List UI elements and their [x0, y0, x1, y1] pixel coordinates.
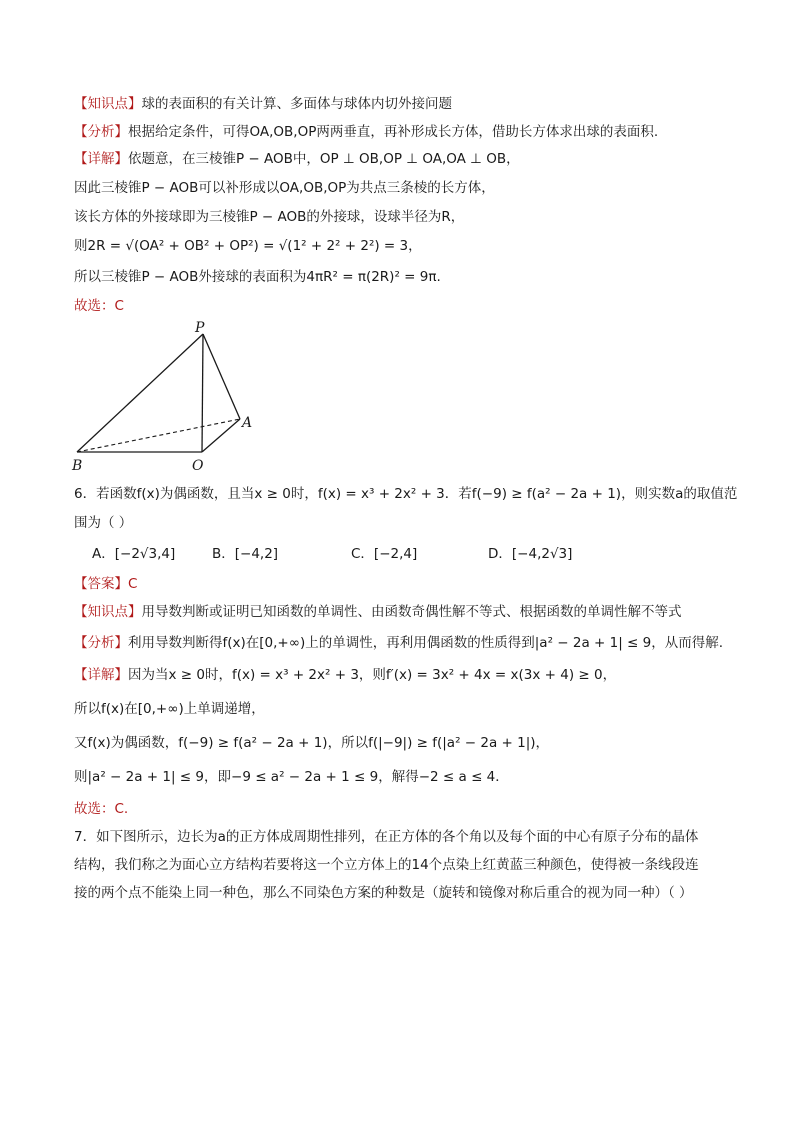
q6-option-d: D．[−4,2√3]: [488, 546, 573, 562]
q6-detail-line-2: 所以f(x)在[0,+∞)上单调递增，: [74, 701, 265, 717]
tetrahedron-svg: [70, 318, 270, 478]
edge-pa: [203, 334, 240, 419]
vertex-label-b: B: [72, 458, 83, 474]
analysis-tag: 【分析】: [74, 124, 128, 140]
q7-stem-line-2: 结构，我们称之为面心立方结构若要将这一个立方体上的14个点染上红黄蓝三种颜色，使得被一条线段连: [74, 857, 699, 873]
sol5-detail-line-5: 所以三棱锥P − AOB外接球的表面积为4πR² = π(2R)² = 9π.: [74, 269, 441, 285]
vertex-label-a: A: [242, 415, 253, 431]
sol5-analysis-line: [74, 122, 658, 142]
q6-option-c: C．[−2,4]: [351, 546, 418, 562]
edge-ba-hidden: [77, 419, 240, 452]
knowledge-text: 用导数判断或证明已知函数的单调性、由函数奇偶性解不等式、根据函数的单调性解不等式: [141, 604, 682, 620]
sol5-detail-line-3: 该长方体的外接球即为三棱锥P − AOB的外接球，设球半径为R，: [74, 209, 465, 225]
knowledge-tag: 【知识点】: [74, 96, 142, 112]
vertex-label-p: P: [195, 320, 205, 336]
q6-detail-line-1: [74, 665, 616, 685]
analysis-text: 利用导数判断得f(x)在[0,+∞)上的单调性，再利用偶函数的性质得到|a² − 2a + 1| ≤ 9，从而得解.: [128, 635, 724, 651]
q7-stem-line-1: 7．如下图所示，边长为a的正方体成周期性排列，在正方体的各个角以及每个面的中心有原子分布的晶体: [74, 829, 699, 845]
detail-text: 依题意，在三棱锥P − AOB中，OP ⊥ OB,OP ⊥ OA,OA ⊥ OB，: [128, 151, 520, 167]
answer-value: C: [128, 576, 138, 592]
q6-option-a: A．[−2√3,4]: [92, 546, 176, 562]
vertex-label-o: O: [192, 458, 204, 474]
q6-answer-line: [74, 574, 137, 594]
analysis-text: 根据给定条件，可得OA,OB,OP两两垂直，再补形成长方体，借助长方体求出球的表面积.: [128, 124, 659, 140]
q7-stem-line-3: 接的两个点不能染上同一种色，那么不同染色方案的种数是（旋转和镜像对称后重合的视为同一种）（ ）: [74, 885, 693, 901]
knowledge-tag: 【知识点】: [74, 604, 142, 620]
analysis-tag: 【分析】: [74, 635, 128, 651]
q6-choice: 故选：C.: [74, 801, 129, 817]
edge-oa: [202, 419, 240, 452]
detail-tag: 【详解】: [74, 667, 128, 683]
sol5-detail-line-1: [74, 149, 520, 169]
q6-option-b: B．[−4,2]: [212, 546, 279, 562]
q6-analysis-line: [74, 633, 723, 653]
tetrahedron-figure: [70, 318, 270, 478]
q6-detail-line-3: 又f(x)为偶函数，f(−9) ≥ f(a² − 2a + 1)，所以f(|−9|) ≥ f(|a² − 2a + 1|)，: [74, 735, 550, 751]
sol5-detail-line-4: 则2R = √(OA² + OB² + OP²) = √(1² + 2² + 2²) = 3，: [74, 238, 422, 254]
q6-knowledge-line: [74, 602, 682, 622]
q6-stem-line-1: 6．若函数f(x)为偶函数，且当x ≥ 0时，f(x) = x³ + 2x² + 3．若f(−9) ≥ f(a² − 2a + 1)，则实数a的取值范: [74, 486, 738, 502]
knowledge-text: 球的表面积的有关计算、多面体与球体内切外接问题: [141, 96, 452, 112]
sol5-detail-line-2: 因此三棱锥P − AOB可以补形成以OA,OB,OP为共点三条棱的长方体，: [74, 180, 495, 196]
sol5-choice: 故选：C: [74, 298, 124, 314]
answer-tag: 【答案】: [74, 576, 128, 592]
edge-po: [202, 334, 203, 452]
sol5-knowledge-line: [74, 94, 452, 114]
detail-text: 因为当x ≥ 0时，f(x) = x³ + 2x² + 3，则f′(x) = 3x² + 4x = x(3x + 4) ≥ 0，: [128, 667, 617, 683]
edge-bp: [77, 334, 203, 452]
detail-tag: 【详解】: [74, 151, 128, 167]
q6-detail-line-4: 则|a² − 2a + 1| ≤ 9，即−9 ≤ a² − 2a + 1 ≤ 9，解得−2 ≤ a ≤ 4．: [74, 769, 509, 785]
q6-stem-line-2: 围为（ ）: [74, 515, 133, 531]
